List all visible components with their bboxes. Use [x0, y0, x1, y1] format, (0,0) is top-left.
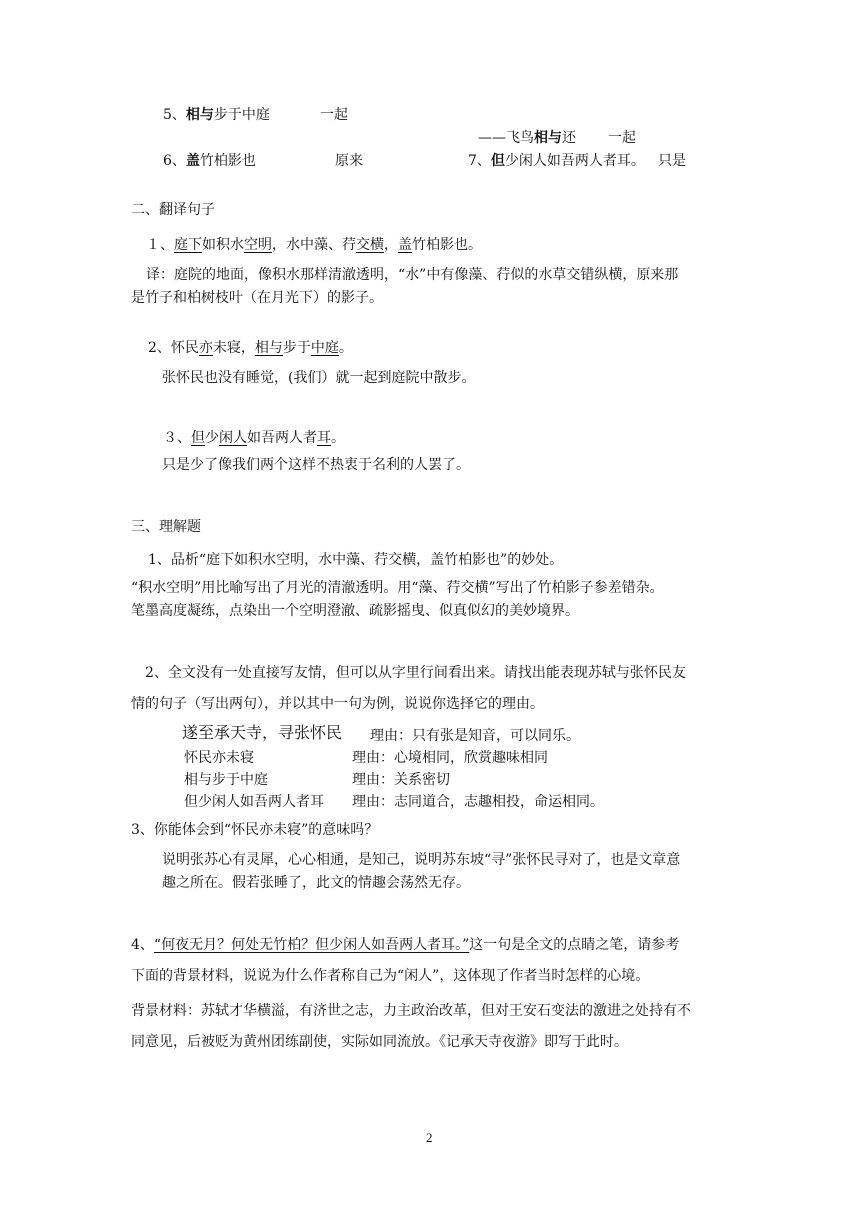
vocab-reference: ——飞鸟相与还 — [478, 130, 576, 146]
question-4-line-2: 下面的背景材料，说说为什么作者称自己为“闲人”，这体现了作者当时怎样的心境。 — [131, 968, 650, 984]
question-2-line-1: 2、全文没有一处直接写友情，但可以从字里行间看出来。请找出能表现苏轼与张怀民友 — [145, 665, 686, 681]
translation-2: 张怀民也没有睡觉，(我们）就一起到庭院中散步。 — [162, 370, 476, 386]
vocab-item-6: 6、盖竹柏影也 — [163, 153, 256, 169]
vocab-reference-meaning: 一起 — [608, 130, 636, 146]
question-3: 3、你能体会到“怀民亦未寝”的意味吗？ — [131, 822, 379, 838]
vocab-meaning-5: 一起 — [320, 107, 348, 123]
answer-2-sentence-2: 怀民亦未寝 — [184, 750, 254, 766]
vocab-meaning-7: 只是 — [658, 153, 686, 169]
sentence-2: 2、怀民亦未寝，相与步于中庭。 — [148, 340, 353, 356]
page-number: 2 — [426, 1130, 433, 1145]
key-word: 盖 — [185, 153, 200, 169]
answer-3-line-2: 趣之所在。假若张睡了，此文的情趣会荡然无存。 — [162, 875, 470, 891]
translation-1-line-2: 是竹子和柏树枝叶（在月光下）的影子。 — [131, 290, 383, 306]
vocab-item-7: 7、但少闲人如吾两人者耳。 — [468, 153, 645, 169]
answer-1-line-2: 笔墨高度凝练，点染出一个空明澄澈、疏影摇曳、似真似幻的美妙境界。 — [131, 603, 579, 619]
answer-3-line-1: 说明张苏心有灵犀，心心相通，是知己，说明苏东坡“寻”张怀民寻对了，也是文章意 — [162, 852, 681, 868]
vocab-meaning-6: 原来 — [335, 153, 363, 169]
translation-3: 只是少了像我们两个这样不热衷于名利的人罢了。 — [162, 457, 470, 473]
background-line-1: 背景材料：苏轼才华横溢，有济世之志，力主政治改革，但对王安石变法的激进之处持有不 — [131, 1003, 691, 1019]
answer-2-reason-1: 理由：只有张是知音，可以同乐。 — [370, 728, 580, 744]
translation-1-line-1: 译：庭院的地面，像积水那样清澈透明，“水”中有像藻、荇似的水草交错纵横，原来那 — [146, 267, 679, 283]
sentence-1: １、庭下如积水空明，水中藻、荇交横，盖竹柏影也。 — [146, 237, 482, 253]
quote-underlined: “何夜无月？何处无竹柏？但少闲人如吾两人者耳。” — [153, 937, 470, 953]
question-2-line-2: 情的句子（写出两句），并以其中一句为例，说说你选择它的理由。 — [131, 696, 544, 712]
background-line-2: 同意见，后被贬为黄州团练副使，实际如同流放。《记承天寺夜游》即写于此时。 — [131, 1034, 628, 1050]
key-word: 但 — [490, 153, 505, 169]
sentence-3: ３、但少闲人如吾两人者耳。 — [163, 430, 345, 446]
section-heading-comprehension: 三、理解题 — [131, 519, 201, 535]
answer-2-sentence-1: 遂至承天寺，寻张怀民 — [182, 723, 343, 742]
answer-2-reason-4: 理由：志同道合，志趣相投，命运相同。 — [352, 794, 604, 810]
question-4-line-1: 4、“何夜无月？何处无竹柏？但少闲人如吾两人者耳。”这一句是全文的点睛之笔，请参考 — [131, 937, 680, 953]
key-word: 相与 — [534, 130, 562, 146]
key-word: 相与 — [185, 107, 214, 123]
section-heading-translate: 二、翻译句子 — [131, 202, 215, 218]
answer-2-sentence-3: 相与步于中庭 — [184, 772, 268, 788]
vocab-item-5: 5、相与步于中庭 — [163, 107, 270, 123]
question-1: 1、品析“庭下如积水空明，水中藻、荇交横，盖竹柏影也”的妙处。 — [148, 552, 564, 568]
answer-2-sentence-4: 但少闲人如吾两人者耳 — [184, 794, 324, 810]
answer-1-line-1: “积水空明”用比喻写出了月光的清澈透明。用“藻、荇交横”写出了竹柏影子参差错杂。 — [131, 580, 664, 596]
answer-2-reason-2: 理由：心境相同，欣赏趣味相同 — [352, 750, 548, 766]
answer-2-reason-3: 理由：关系密切 — [352, 772, 450, 788]
